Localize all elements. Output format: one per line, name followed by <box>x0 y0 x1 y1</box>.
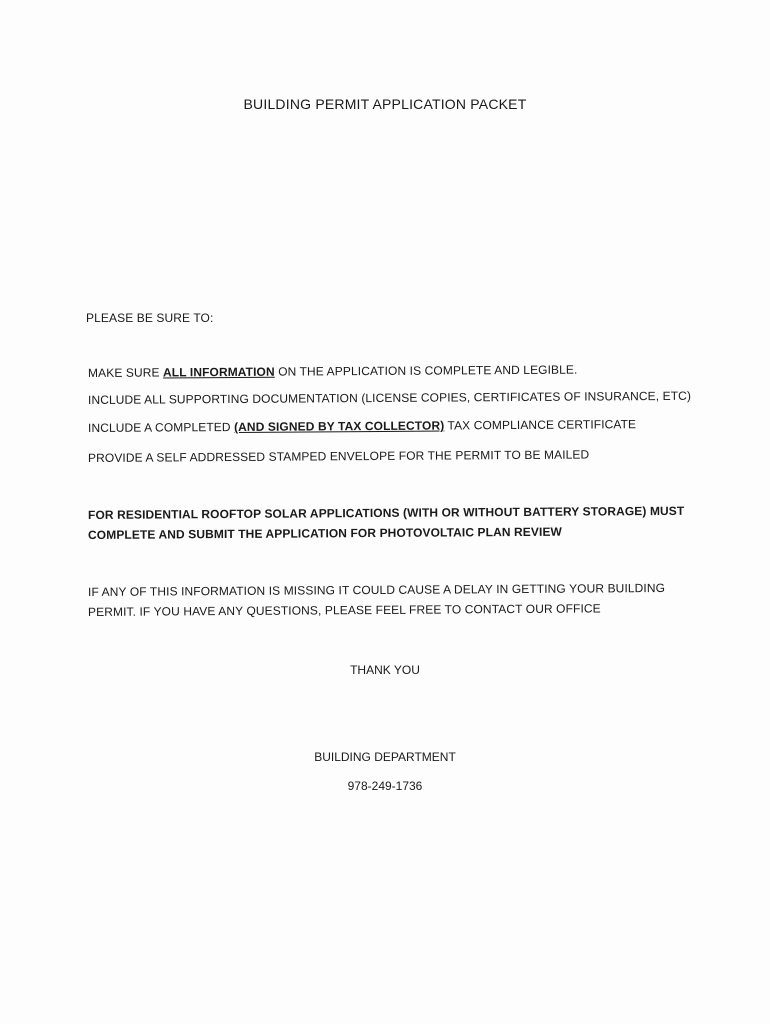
checklist-item-tax-certificate <box>88 417 636 435</box>
checklist-item-tax-certificate-post: TAX COMPLIANCE CERTIFICATE <box>444 417 637 433</box>
intro-text: PLEASE BE SURE TO: <box>86 311 214 325</box>
checklist-item-complete-info <box>88 363 578 380</box>
checklist-item-envelope: PROVIDE A SELF ADDRESSED STAMPED ENVELOPE FOR THE PERMIT TO BE MAILED <box>87 447 590 465</box>
checklist-item-tax-certificate-emphasis: (AND SIGNED BY TAX COLLECTOR) <box>233 418 445 434</box>
department-phone: 978-249-1736 <box>347 779 423 793</box>
department-name: BUILDING DEPARTMENT <box>314 750 456 764</box>
checklist-item-documentation: INCLUDE ALL SUPPORTING DOCUMENTATION (LICENSE COPIES, CERTIFICATES OF INSURANCE, ETC) <box>87 388 692 407</box>
solar-notice-line1: FOR RESIDENTIAL ROOFTOP SOLAR APPLICATIONS (WITH OR WITHOUT BATTERY STORAGE) MUST <box>87 503 685 522</box>
checklist-item-tax-certificate-pre: INCLUDE A COMPLETED <box>87 419 235 435</box>
checklist-item-complete-info-post: ON THE APPLICATION IS COMPLETE AND LEGIBLE. <box>274 362 578 379</box>
page-title: BUILDING PERMIT APPLICATION PACKET <box>243 96 527 112</box>
missing-info-line2: PERMIT. IF YOU HAVE ANY QUESTIONS, PLEASE FEEL FREE TO CONTACT OUR OFFICE <box>87 601 601 619</box>
solar-notice-line2: COMPLETE AND SUBMIT THE APPLICATION FOR PHOTOVOLTAIC PLAN REVIEW <box>87 524 563 542</box>
closing-text: THANK YOU <box>350 663 420 677</box>
checklist-item-complete-info-pre: MAKE SURE <box>87 365 164 380</box>
missing-info-line1: IF ANY OF THIS INFORMATION IS MISSING IT COULD CAUSE A DELAY IN GETTING YOUR BUILDING <box>87 580 666 599</box>
checklist-item-complete-info-emphasis: ALL INFORMATION <box>162 364 275 380</box>
